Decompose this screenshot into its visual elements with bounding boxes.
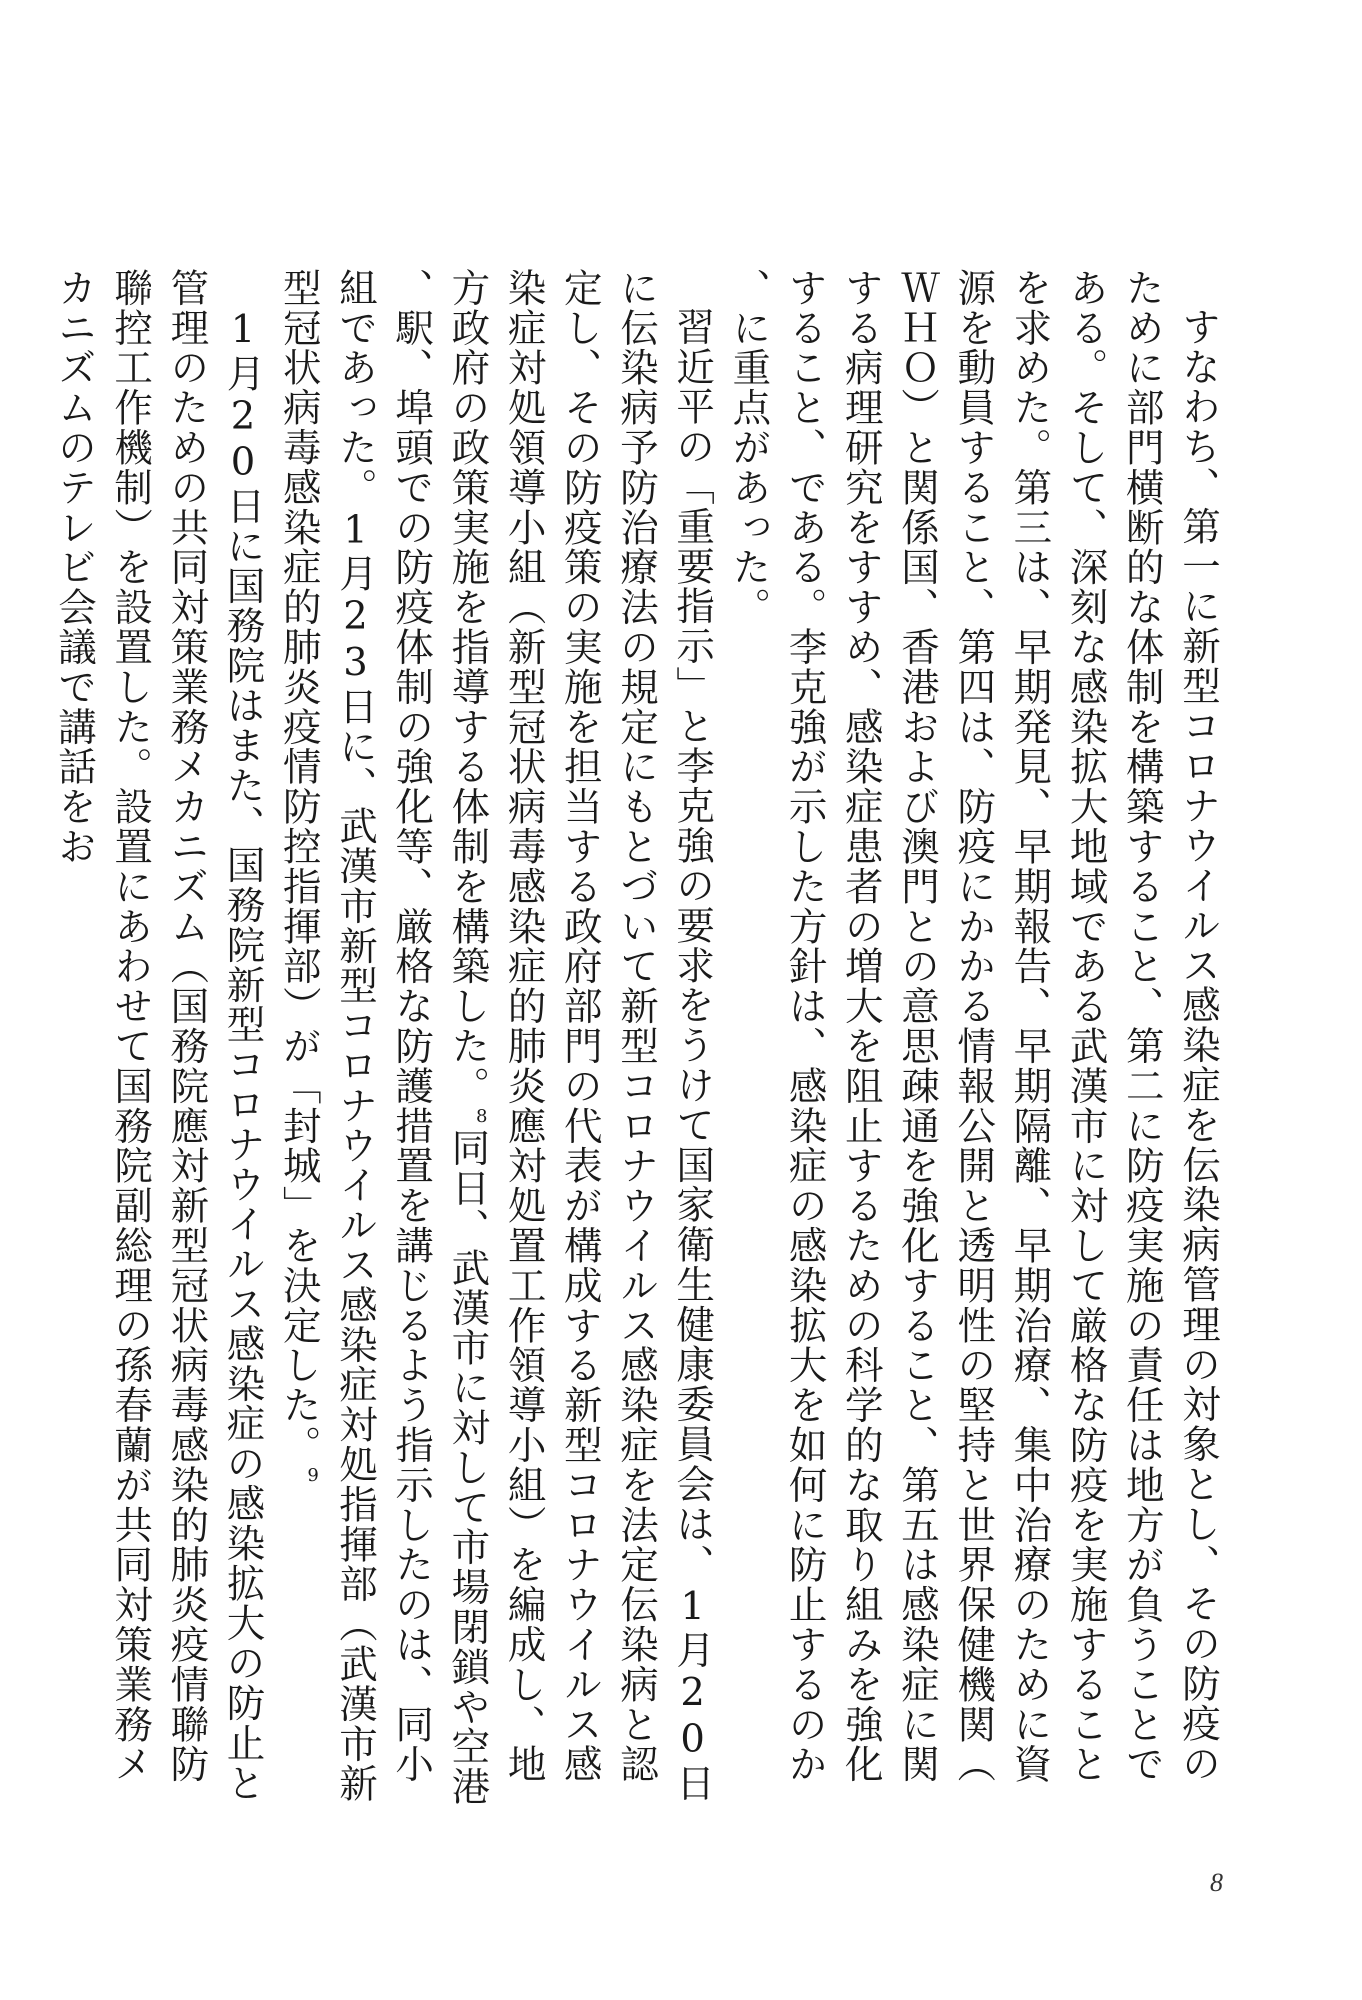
paragraph-text: すなわち、第一に新型コロナウイルス感染症を伝染病管理の対象とし、その防疫のために部門横断的な体制を構築すること、第二に防疫実施の責任は地方が負うことである。そして、深刻な感染拡大地域である武漢市に対して厳格な防疫を実施することを求めた。第三は、早期発見、早期報告、早期隔離、早期治療、集中治療のために資源を動員すること、第四は、防疫にかかる情報公開と透明性の堅持と世界保健機関（ＷＨＯ）と関係国、香港および澳門との意思疎通を強化すること、第五は感染症に関する病理研究をすすめ、感染症患者の増大を阻止するための科学的な取り組みを強化すること、である。李克強が示した方針は、感染症の感染拡大を如何に防止するのか、に重点があった。 bbox=[726, 268, 1221, 1785]
paragraph-p2 bbox=[271, 268, 721, 1808]
paragraph-text: 1月20日に国務院はまた、国務院新型コロナウイルス感染症の感染拡大の防止と管理のための共同対策業務メカニズム（国務院應対新型冠状病毒感染的肺炎疫情聯防聯控工作機制）を設置した。設置にあわせて国務院副総理の孫春蘭が共同対策業務メカニズムのテレビ会議で講話をお bbox=[51, 268, 266, 1803]
footnote-marker: 8 bbox=[471, 1105, 493, 1129]
paragraph-text: 同日、武漢市に対して市場閉鎖や空港、駅、埠頭での防疫体制の強化等、厳格な防護措置を講じるよう指示したのは、同小組であった。1月23日に、武漢市新型コロナウイルス感染症対処指揮部（武漢市新型冠状病毒感染症的肺炎疫情防控指揮部）が「封城」を決定した。 bbox=[276, 268, 491, 1807]
paragraph-text: 習近平の「重要指示」と李克強の要求をうけて国家衛生健康委員会は、1月20日に伝染病予防治療法の規定にもとづいて新型コロナウイルス感染症を法定伝染病と認定し、その防疫策の実施を担当する政府部門の代表が構成する新型コロナウイルス感染症対処領導小組（新型冠状病毒感染症的肺炎應対処置工作領導小組）を編成し、地方政府の政策実施を指導する体制を構築した。 bbox=[445, 268, 716, 1803]
paragraph-p3 bbox=[46, 268, 271, 1808]
vertical-text-body bbox=[51, 268, 1226, 1808]
footnote-marker: 9 bbox=[302, 1465, 324, 1488]
page-number: 8 bbox=[1210, 1868, 1223, 1897]
paragraph-p1 bbox=[720, 268, 1226, 1808]
